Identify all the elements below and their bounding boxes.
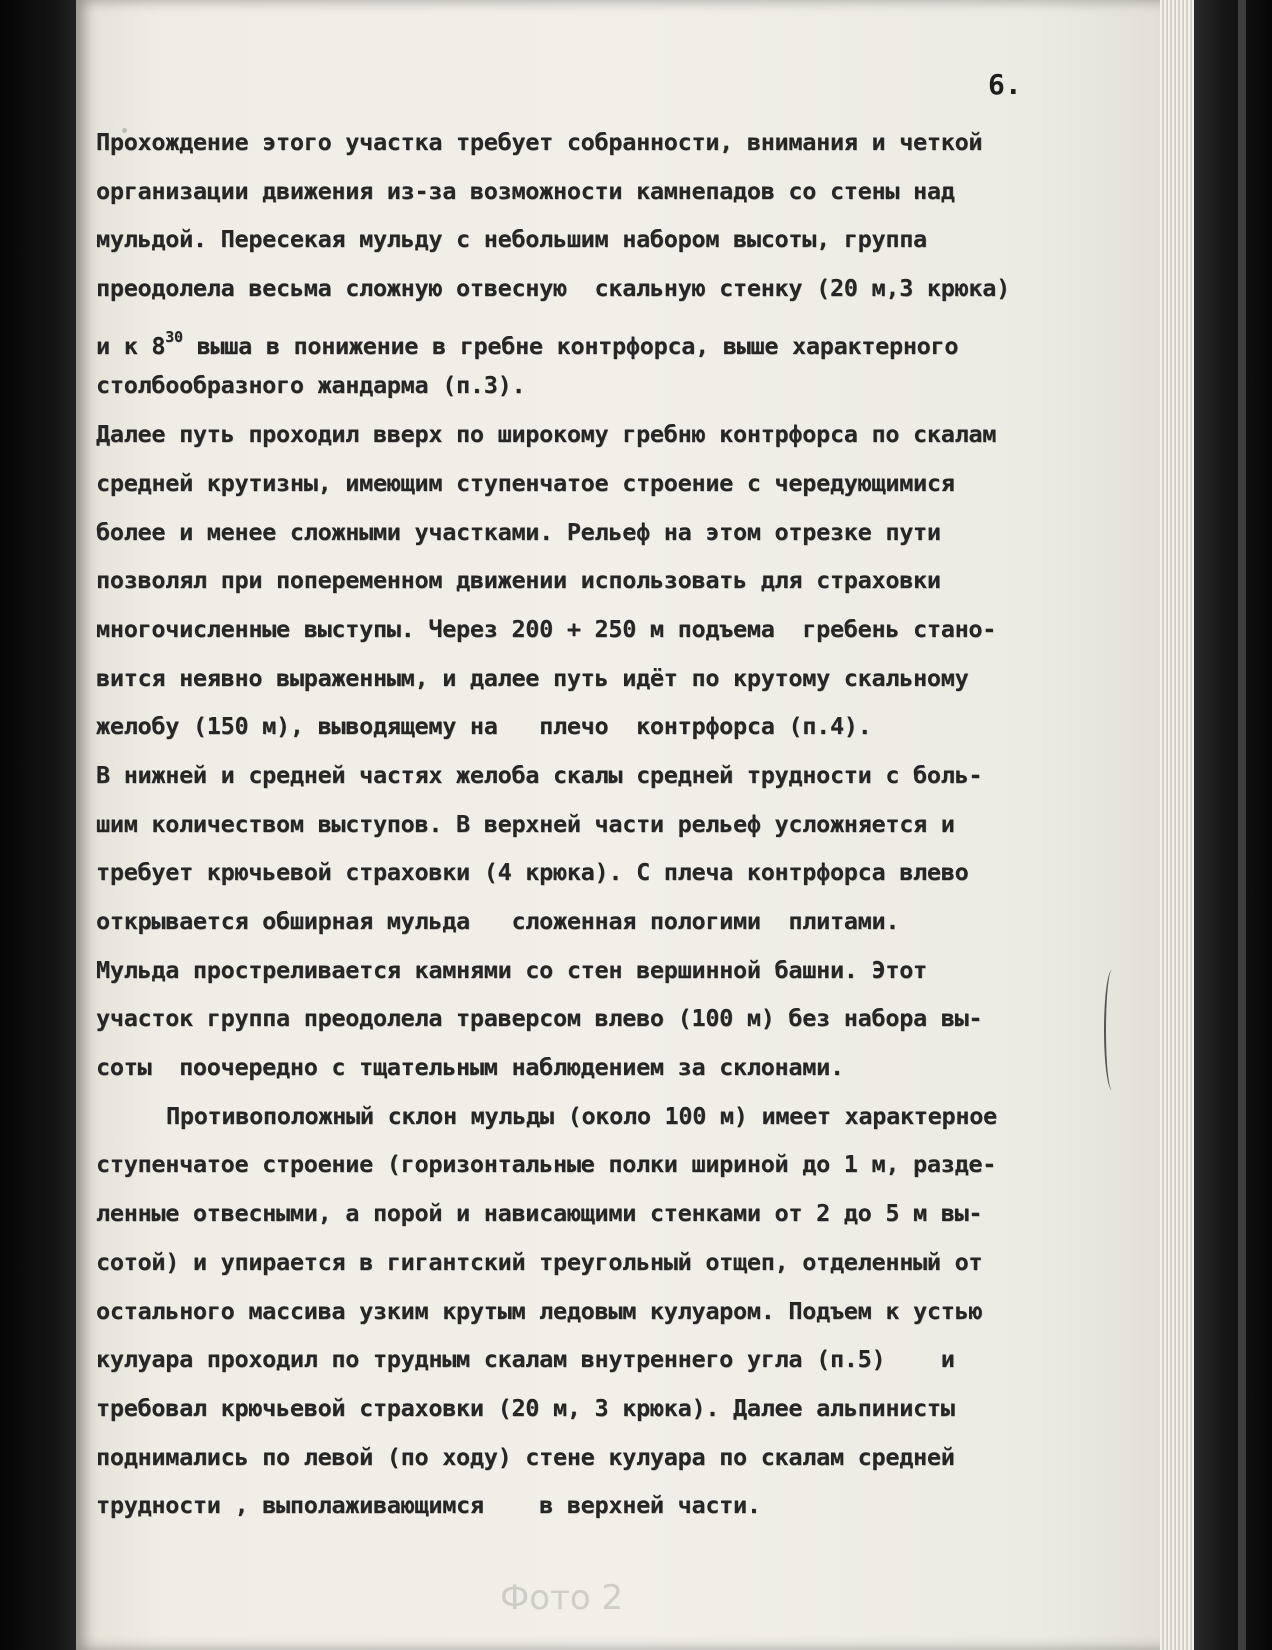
text-line: Далее путь проходил вверх по широкому гребню контрфорса по скалам	[96, 420, 997, 449]
text-line: Мульда простреливается камнями со стен вершинной башни. Этот	[96, 955, 927, 984]
scan-right-border	[1194, 0, 1272, 1650]
text-line: преодолела весьма сложную отвесную скальную стенку (20 м,3 крюка)	[96, 274, 1010, 303]
text-line: ступенчатое строение (горизонтальные полки шириной до 1 м, разде-	[96, 1150, 997, 1179]
scan-left-border	[0, 0, 78, 1650]
text-line: шим количеством выступов. В верхней части рельеф усложняется и	[96, 809, 955, 838]
text-line	[96, 313, 1106, 362]
text-line: поднимались по левой (по ходу) стене кулуара по скалам средней	[96, 1442, 955, 1471]
text-line: мульдой. Пересекая мульду с небольшим набором высоты, группа	[96, 225, 927, 254]
superscript-minutes: 30	[165, 327, 183, 346]
text-line-paragraph-start: Противоположный склон мульды (около 100 м) имеет характерное	[166, 1101, 997, 1130]
text-line: Прохождение этого участка требует собранности, внимания и четкой	[96, 128, 983, 156]
text-line: В нижней и средней частях желоба скалы средней трудности с боль-	[96, 760, 983, 789]
text-line: сотой) и упирается в гигантский треугольный отщеп, отделенный от	[96, 1247, 983, 1276]
text-line: вится неявно выраженным, и далее путь идёт по крутому скальному	[96, 663, 969, 692]
text-line: позволял при попеременном движении использовать для страховки	[96, 566, 941, 595]
text-line: участок группа преодолела траверсом влево (100 м) без набора вы-	[96, 1004, 983, 1033]
page-edges	[1160, 0, 1194, 1650]
text-line: соты поочередно с тщательным наблюдением за склонами.	[96, 1053, 844, 1082]
faded-footer-mark: Фото 2	[500, 1578, 624, 1618]
text-line: открывается обширная мульда сложенная пологими плитами.	[96, 907, 900, 935]
text-line: остального массива узким крутым ледовым кулуаром. Подъем к устью	[96, 1296, 983, 1325]
text-line: трудности , выполаживающимся в верхней части.	[96, 1491, 761, 1520]
text-line: организации движения из-за возможности камнепадов со стены над	[96, 176, 955, 205]
text-line: кулуара проходил по трудным скалам внутреннего угла (п.5) и	[96, 1345, 955, 1374]
scan-right-bar	[1238, 0, 1246, 1650]
text-line: желобу (150 м), выводящему на плечо контрфорса (п.4).	[96, 712, 872, 741]
text-line: более и менее сложными участками. Рельеф на этом отрезке пути	[96, 517, 941, 546]
text-line: столбообразного жандарма (п.3).	[96, 371, 526, 400]
text-line: многочисленные выступы. Через 200 + 250 м подъема гребень стано-	[96, 614, 997, 643]
text-line: ленные отвесными, а порой и нависающими стенками от 2 до 5 м вы-	[96, 1199, 983, 1228]
typewritten-text	[96, 118, 1106, 1530]
page-number: 6.	[988, 68, 1022, 101]
text-line-rest: выша в понижение в гребне контрфорса, выше характерного	[196, 331, 959, 360]
text-line-prefix: и к 8	[96, 331, 166, 360]
text-line: требовал крючьевой страховки (20 м, 3 крюка). Далее альпинисты	[96, 1393, 955, 1422]
margin-pencil-mark	[1104, 970, 1120, 1090]
text-line: требует крючьевой страховки (4 крюка). С плеча контрфорса влево	[96, 858, 969, 887]
text-line: средней крутизны, имеющим ступенчатое строение с чередующимися	[96, 468, 955, 497]
